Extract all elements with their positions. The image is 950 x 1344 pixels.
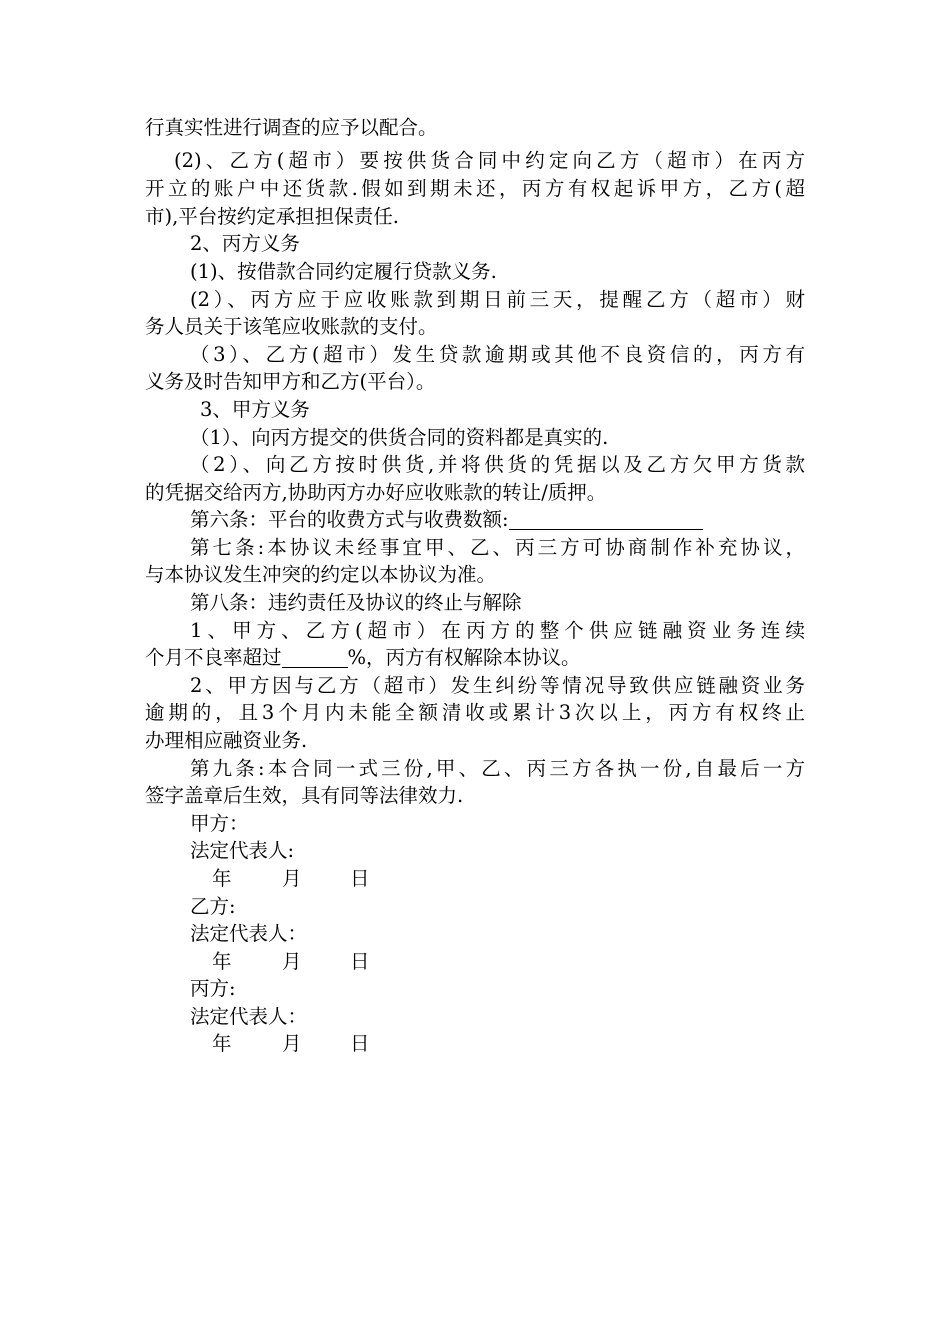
party-b-legal-rep: 法定代表人： bbox=[190, 922, 308, 945]
paragraph-line: 签字盖章后生效，具有同等法律效力. bbox=[145, 784, 464, 807]
day-label: 日 bbox=[350, 950, 370, 973]
rate-text-before: 个月不良率超过 bbox=[145, 646, 282, 669]
paragraph-line: 义务及时告知甲方和乙方(平台）。 bbox=[145, 370, 436, 393]
party-c-date bbox=[212, 1030, 370, 1058]
month-label: 月 bbox=[282, 950, 302, 973]
party-a-label: 甲方： bbox=[190, 812, 249, 835]
party-a-date bbox=[212, 865, 370, 893]
paragraph-line: (1)、按借款合同约定履行贷款义务. bbox=[190, 260, 497, 283]
paragraph-line: 1、甲方、乙方(超市）在丙方的整个供应链融资业务连续 bbox=[190, 619, 805, 642]
rate-blank bbox=[282, 647, 348, 668]
paragraph-line: 开立的账户中还货款.假如到期未还，丙方有权起诉甲方，乙方(超 bbox=[145, 177, 805, 200]
party-b-label: 乙方: bbox=[190, 895, 236, 918]
article-six bbox=[190, 506, 805, 534]
paragraph-line: (2）、丙方应于应收账款到期日前三天，提醒乙方（超市）财 bbox=[190, 288, 805, 311]
paragraph-line: 与本协议发生冲突的约定以本协议为准。 bbox=[145, 563, 497, 586]
paragraph-line: 行真实性进行调查的应予以配合。 bbox=[145, 116, 438, 139]
party-c-legal-rep: 法定代表人： bbox=[190, 1005, 308, 1028]
section-heading: 第八条：违约责任及协议的终止与解除 bbox=[190, 591, 522, 614]
section-heading: 3、甲方义务 bbox=[200, 398, 310, 421]
paragraph-line: 务人员关于该笔应收账款的支付。 bbox=[145, 315, 438, 338]
year-label: 年 bbox=[212, 950, 232, 973]
party-c-label: 丙方: bbox=[190, 977, 236, 1000]
day-label: 日 bbox=[350, 1032, 370, 1055]
paragraph-line: 2、甲方因与乙方（超市）发生纠纷等情况导致供应链融资业务 bbox=[190, 674, 805, 697]
month-label: 月 bbox=[282, 1032, 302, 1055]
paragraph-line: 第七条:本协议未经事宜甲、乙、丙三方可协商制作补充协议， bbox=[190, 536, 805, 559]
year-label: 年 bbox=[212, 1032, 232, 1055]
paragraph-line: （3）、乙方(超市）发生贷款逾期或其他不良资信的，丙方有 bbox=[190, 343, 805, 366]
paragraph-line: 市),平台按约定承担担保责任. bbox=[145, 205, 400, 228]
article-six-text: 第六条：平台的收费方式与收费数额: bbox=[190, 508, 509, 531]
paragraph-line: 逾期的，且3个月内未能全额清收或累计3次以上，丙方有权终止 bbox=[145, 701, 805, 724]
party-a-legal-rep: 法定代表人: bbox=[190, 839, 295, 862]
year-label: 年 bbox=[212, 867, 232, 890]
paragraph-line: (2)、乙方(超市）要按供货合同中约定向乙方（超市）在丙方 bbox=[174, 149, 805, 172]
month-label: 月 bbox=[282, 867, 302, 890]
party-b-date bbox=[212, 948, 370, 976]
paragraph-line: 办理相应融资业务. bbox=[145, 729, 308, 752]
rate-text-after: %，丙方有权解除本协议。 bbox=[347, 646, 581, 669]
day-label: 日 bbox=[350, 867, 370, 890]
fee-blank bbox=[509, 509, 703, 530]
paragraph-line: 第九条:本合同一式三份,甲、乙、丙三方各执一份,自最后一方 bbox=[190, 757, 805, 780]
paragraph-line: （2）、向乙方按时供货,并将供货的凭据以及乙方欠甲方货款 bbox=[190, 453, 805, 476]
section-heading: 2、丙方义务 bbox=[190, 232, 300, 255]
paragraph-line: （1）、向丙方提交的供货合同的资料都是真实的. bbox=[190, 426, 609, 449]
rate-line bbox=[145, 644, 805, 672]
paragraph-line: 的凭据交给丙方,协助丙方办好应收账款的转让/质押。 bbox=[145, 481, 607, 504]
